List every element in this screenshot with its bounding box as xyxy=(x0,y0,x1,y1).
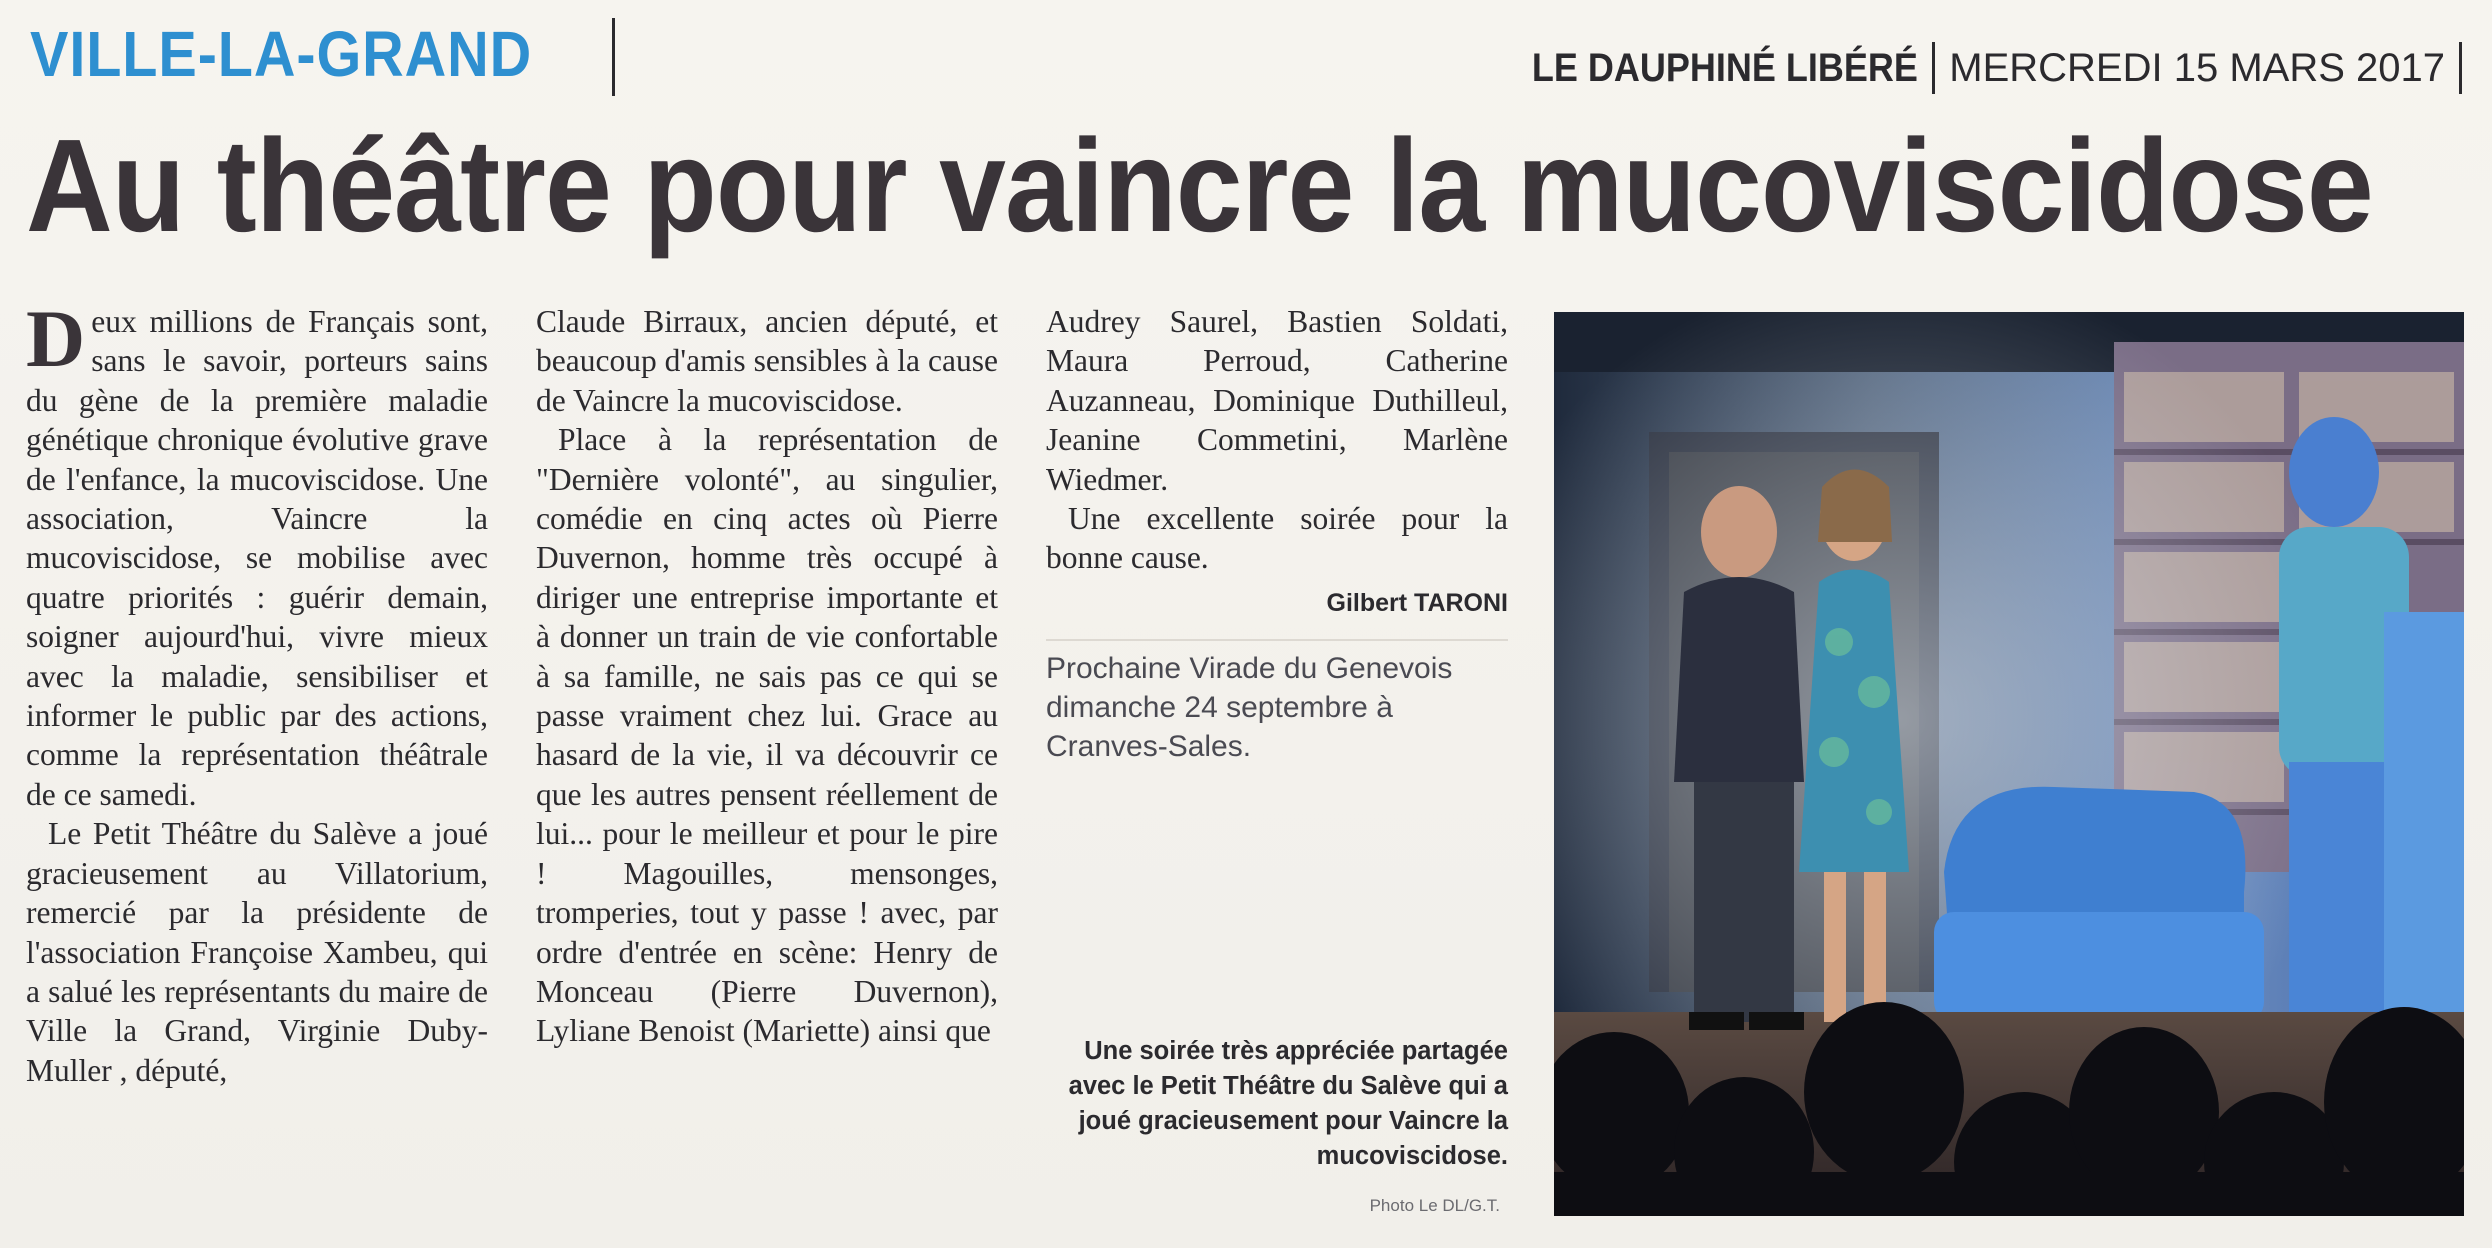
photo-caption: Une soirée très appréciée partagée avec le Petit Théâtre du Salève qui a joué gracieusement pour Vaincre la mucoviscidose. xyxy=(1068,1037,1508,1170)
article-column-2 xyxy=(536,302,998,1051)
article-paragraph: Audrey Saurel, Bastien Soldati, Maura Perroud, Catherine Auzanneau, Dominique Duthilleul, Jeanine Commetini, Marlène Wiedmer. xyxy=(1046,304,1508,497)
article-paragraph: Claude Birraux, ancien député, et beaucoup d'amis sensibles à la cause de Vaincre la mucoviscidose. xyxy=(536,304,998,418)
section-label: VILLE-LA-GRAND xyxy=(30,18,533,90)
publication-date: MERCREDI 15 MARS 2017 xyxy=(1949,46,2445,90)
article-column-3 xyxy=(1046,302,1508,766)
article-paragraph xyxy=(26,293,488,814)
paragraph-text: eux millions de Français sont, sans le savoir, porteurs sains du gène de la première maladie génétique chronique évolutive grave de l'enfance, la mucoviscidose. Une association, Vaincre la mucoviscidose, se mobilise avec quatre priorités : guérir demain, soigner aujourd'hui, vivre mieux avec la maladie, sensibiliser et informer le public par des actions, comme la représentation théâtrale de ce samedi. xyxy=(26,304,488,812)
photo-credit: Photo Le DL/G.T. xyxy=(1369,1196,1500,1215)
article-paragraph: Une excellente soirée pour la bonne cause. xyxy=(1046,501,1508,576)
masthead-divider-end xyxy=(2459,42,2462,94)
author-byline: Gilbert TARONI xyxy=(1326,588,1508,617)
theatre-stage-image xyxy=(1554,312,2464,1216)
masthead xyxy=(1489,42,2462,94)
masthead-divider xyxy=(1932,42,1935,94)
event-info-box: Prochaine Virade du Genevois dimanche 24 septembre à Cranves-Sales. xyxy=(1046,639,1508,766)
newspaper-name: LE DAUPHINÉ LIBÉRÉ xyxy=(1532,46,1919,90)
section-divider xyxy=(612,18,615,96)
stage-photo xyxy=(1554,312,2464,1216)
article-paragraph: Place à la représentation de "Dernière volonté", au singulier, comédie en cinq actes où Pierre Duvernon, homme très occupé à diriger une entreprise importante et à donner un train de vie confortable à sa famille, ne sais pas ce qui se passe vraiment chez lui. Grace au hasard de la vie, il va découvrir ce que les autres pensent réellement de lui... pour le meilleur et pour le pire ! Magouilles, mensonges, tromperies, tout y passe ! avec, par ordre d'entrée en scène: Henry de Monceau (Pierre Duvernon), Lyliane Benoist (Mariette) ainsi que xyxy=(536,422,998,1049)
article-column-1 xyxy=(26,293,488,1090)
article-paragraph: Le Petit Théâtre du Salève a joué gracieusement au Villatorium, remercié par la présidente de l'association Françoise Xambeu, qui a salué les représentants du maire de Ville la Grand, Virginie Duby-Muller , député, xyxy=(26,816,488,1088)
drop-cap: D xyxy=(26,293,86,384)
headline: Au théâtre pour vaincre la mucoviscidose xyxy=(26,112,2373,259)
